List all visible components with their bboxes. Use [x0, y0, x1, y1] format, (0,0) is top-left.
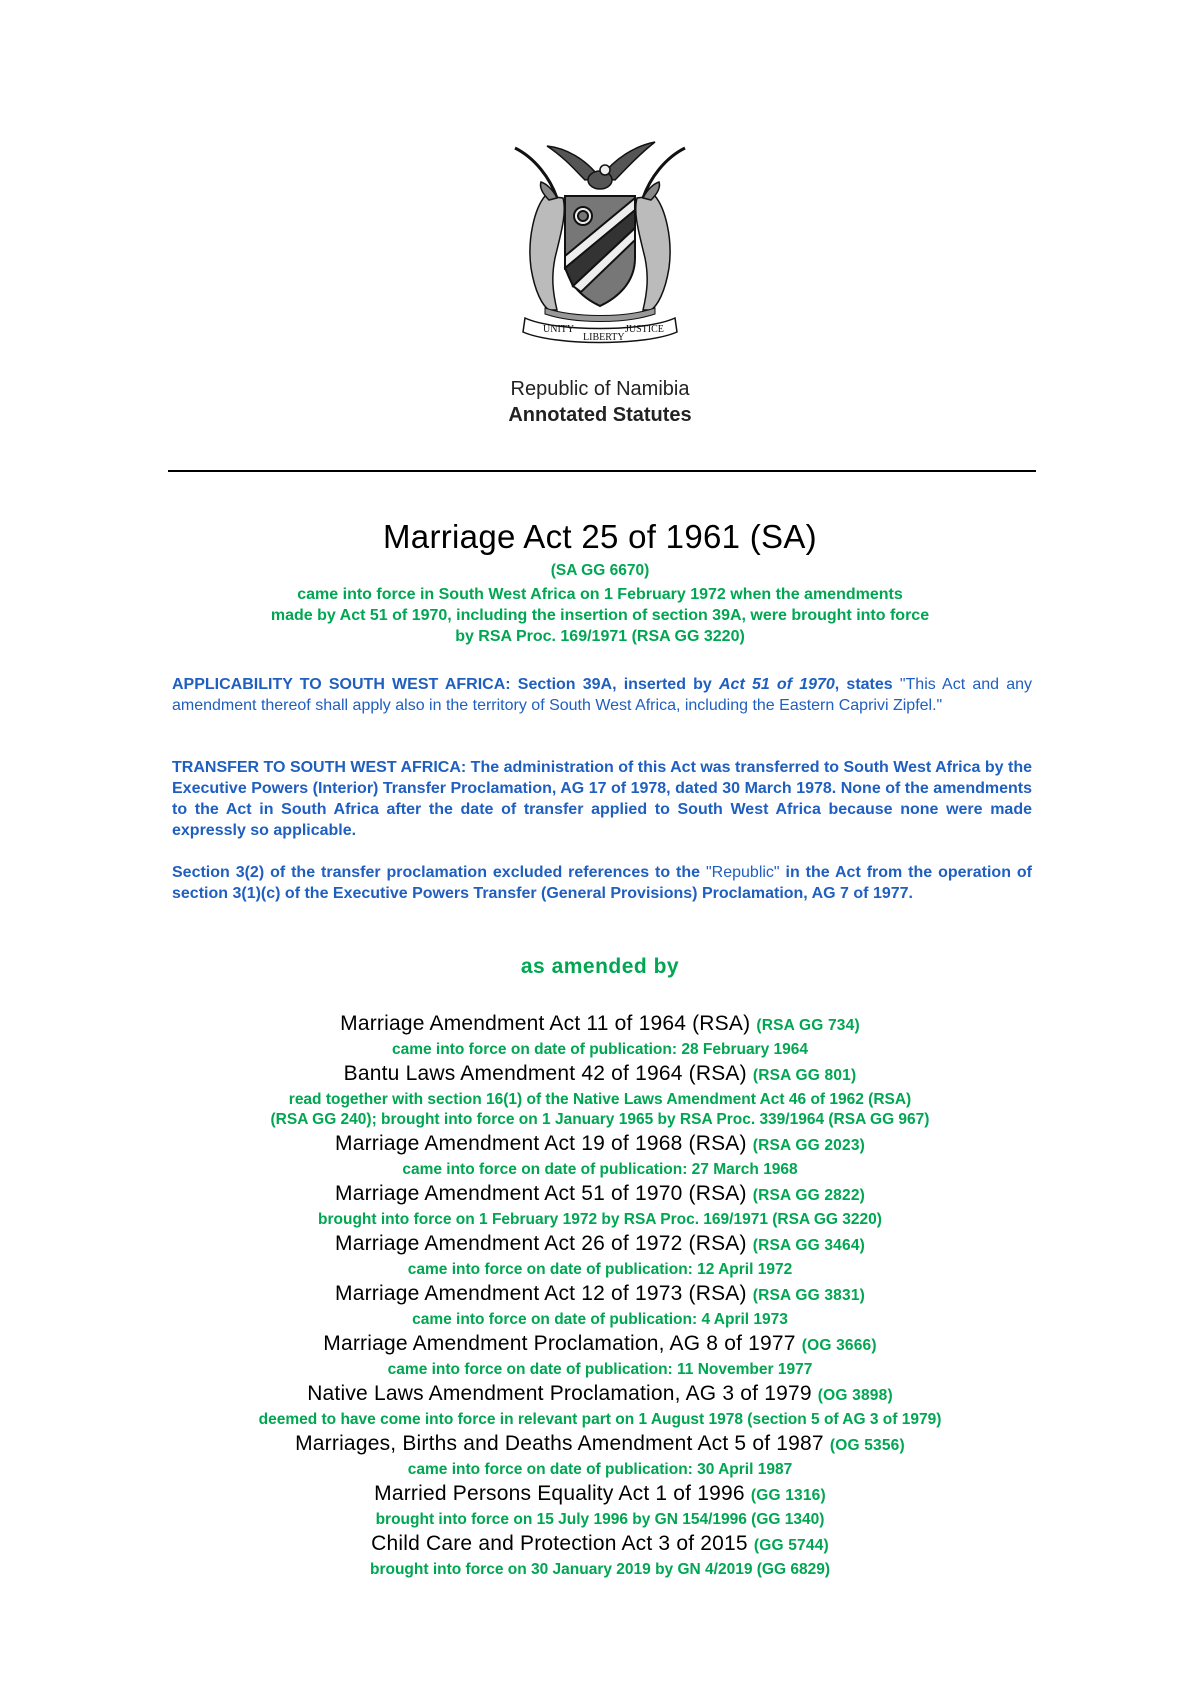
amendment-gazette: (OG 3898)	[817, 1387, 893, 1404]
amendment-gazette: (RSA GG 2822)	[752, 1187, 865, 1204]
amendment-item	[0, 1130, 1200, 1180]
amendment-note: came into force on date of publication: 11 November 1977	[387, 1361, 813, 1378]
amendment-note: came into force on date of publication: 30 April 1987	[407, 1461, 793, 1478]
amendment-item	[0, 1280, 1200, 1330]
motto-liberty: LIBERTY	[583, 332, 625, 343]
applicability-act-ref: Act 51 of 1970	[719, 676, 835, 693]
amendment-title	[0, 1060, 1200, 1090]
amendment-gazette: (GG 1316)	[750, 1487, 826, 1504]
amendment-item	[0, 1230, 1200, 1280]
amendment-note: brought into force on 1 February 1972 by RSA Proc. 169/1971 (RSA GG 3220)	[318, 1211, 882, 1228]
amendment-item	[0, 1060, 1200, 1130]
amendment-title-text: Married Persons Equality Act 1 of 1996	[374, 1482, 745, 1505]
applicability-note	[172, 674, 1032, 716]
amendment-title-text: Native Laws Amendment Proclamation, AG 3 of 1979	[307, 1382, 812, 1405]
section-note	[172, 862, 1032, 904]
amendment-title-text: Marriage Amendment Act 26 of 1972 (RSA)	[335, 1232, 747, 1255]
header-divider	[168, 470, 1036, 472]
amendment-note: came into force on date of publication: 27 March 1968	[402, 1161, 798, 1178]
eagle-icon	[547, 142, 655, 189]
amendment-gazette: (RSA GG 2023)	[752, 1137, 865, 1154]
amendments-list	[0, 1010, 1200, 1580]
amendment-title-text: Marriage Amendment Proclamation, AG 8 of 1977	[323, 1332, 796, 1355]
coat-of-arms-icon	[505, 118, 695, 350]
republic-heading: Republic of Namibia	[510, 378, 690, 400]
annotated-statutes-heading: Annotated Statutes	[508, 404, 692, 426]
shield-icon	[565, 196, 635, 306]
amendment-title	[0, 1530, 1200, 1560]
amendment-item	[0, 1010, 1200, 1060]
transfer-text: TRANSFER TO SOUTH WEST AFRICA: The administration of this Act was transferred to South West Africa by the Executive Powers (Interior) Transfer Proclamation, AG 17 of 1978, dated 30 March 1978. None of the amendments to the Act in South Africa after the date of transfer applied to South West Africa because none were made expressly so applicable.	[172, 759, 1032, 839]
applicability-after: , states	[834, 676, 900, 693]
amendment-item	[0, 1480, 1200, 1530]
amendment-title	[0, 1430, 1200, 1460]
amendment-item	[0, 1530, 1200, 1580]
amendment-title	[0, 1130, 1200, 1160]
amendment-item	[0, 1330, 1200, 1380]
amendment-gazette: (OG 5356)	[829, 1437, 905, 1454]
commencement-line: came into force in South West Africa on 1 February 1972 when the amendments	[297, 586, 903, 603]
amendment-note: deemed to have come into force in relevant part on 1 August 1978 (section 5 of AG 3 of 1979)	[258, 1411, 942, 1428]
amendment-gazette: (RSA GG 801)	[752, 1067, 857, 1084]
act-gazette: (SA GG 6670)	[550, 562, 650, 579]
amendment-item	[0, 1430, 1200, 1480]
amendment-note: brought into force on 15 July 1996 by GN 154/1996 (GG 1340)	[375, 1511, 825, 1528]
amendment-note: came into force on date of publication: 4 April 1973	[412, 1311, 788, 1328]
motto-justice: JUSTICE	[625, 324, 664, 335]
amendment-title	[0, 1180, 1200, 1210]
amendment-item	[0, 1180, 1200, 1230]
section-note-before: Section 3(2) of the transfer proclamation excluded references to the	[172, 864, 706, 881]
section-note-quoted: "Republic"	[705, 864, 780, 881]
amendment-gazette: (RSA GG 3464)	[752, 1237, 865, 1254]
amendment-title-text: Marriage Amendment Act 51 of 1970 (RSA)	[335, 1182, 747, 1205]
amendment-note: came into force on date of publication: 28 February 1964	[391, 1041, 809, 1058]
amendment-title-text: Child Care and Protection Act 3 of 2015	[371, 1532, 748, 1555]
amendment-note: (RSA GG 240); brought into force on 1 January 1965 by RSA Proc. 339/1964 (RSA GG 967)	[270, 1111, 930, 1128]
amended-by-heading: as amended by	[520, 955, 680, 978]
amendment-title	[0, 1230, 1200, 1260]
amendment-gazette: (OG 3666)	[801, 1337, 877, 1354]
act-commencement	[0, 584, 1200, 647]
motto-unity: UNITY	[543, 324, 575, 335]
oryx-left-icon	[530, 182, 564, 310]
amendment-title	[0, 1480, 1200, 1510]
amendment-note: brought into force on 30 January 2019 by GN 4/2019 (GG 6829)	[370, 1561, 830, 1578]
amendment-title-text: Marriages, Births and Deaths Amendment Act 5 of 1987	[295, 1432, 824, 1455]
amendment-note: read together with section 16(1) of the Native Laws Amendment Act 46 of 1962 (RSA)	[288, 1091, 912, 1108]
amendment-gazette: (RSA GG 734)	[756, 1017, 860, 1034]
section-note-after: in the Act from the operation of section 3(1)(c) of the Executive Powers Transfer (General Provisions) Proclamation, AG 7 of 1977.	[172, 864, 1032, 902]
amendment-note: came into force on date of publication: 12 April 1972	[407, 1261, 793, 1278]
amendment-title-text: Marriage Amendment Act 12 of 1973 (RSA)	[335, 1282, 747, 1305]
act-title: Marriage Act 25 of 1961 (SA)	[383, 518, 817, 555]
commencement-line: by RSA Proc. 169/1971 (RSA GG 3220)	[455, 628, 745, 645]
applicability-lead: APPLICABILITY TO SOUTH WEST AFRICA: Section 39A, inserted by	[172, 676, 719, 693]
amendment-title	[0, 1330, 1200, 1360]
oryx-right-icon	[636, 182, 670, 310]
amendment-title	[0, 1280, 1200, 1310]
amendment-gazette: (GG 5744)	[753, 1537, 829, 1554]
applicability-quote: "This Act and any amendment thereof shall apply also in the territory of South West Africa, including the Eastern Caprivi Zipfel."	[172, 676, 1032, 714]
amendment-title	[0, 1380, 1200, 1410]
amendment-gazette: (RSA GG 3831)	[752, 1287, 865, 1304]
amendment-item	[0, 1380, 1200, 1430]
transfer-note	[172, 757, 1032, 841]
amendment-title-text: Marriage Amendment Act 19 of 1968 (RSA)	[335, 1132, 747, 1155]
amendment-title-text: Marriage Amendment Act 11 of 1964 (RSA)	[340, 1012, 751, 1035]
amendment-title-text: Bantu Laws Amendment 42 of 1964 (RSA)	[343, 1062, 747, 1085]
amendment-title	[0, 1010, 1200, 1040]
commencement-line: made by Act 51 of 1970, including the insertion of section 39A, were brought into force	[270, 607, 930, 624]
